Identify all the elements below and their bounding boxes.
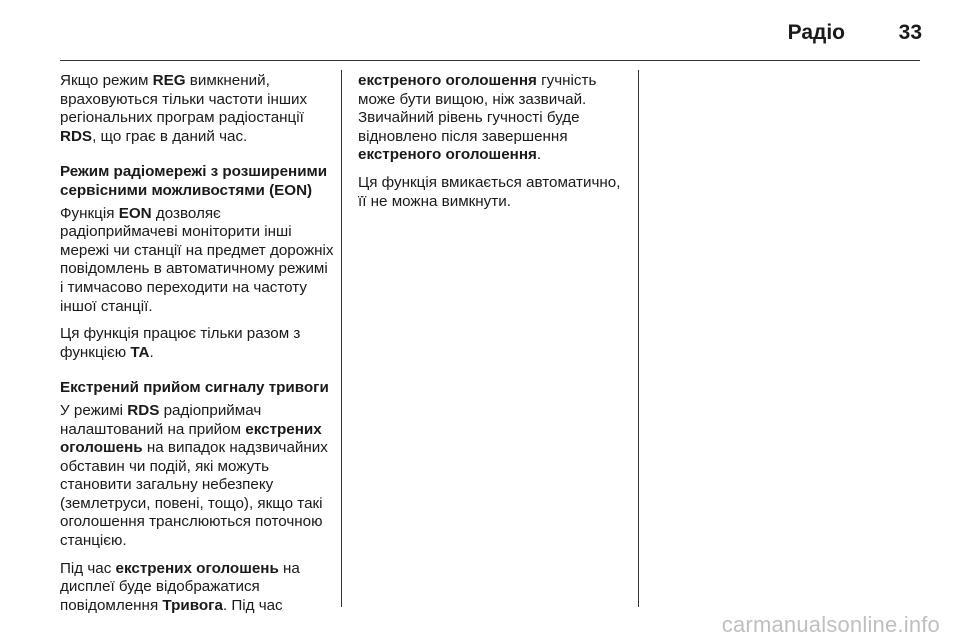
page-number: 33	[898, 21, 922, 44]
column-divider-1	[341, 70, 342, 607]
page-title: Радіо	[787, 21, 845, 44]
page-header	[0, 18, 960, 48]
column-divider-2	[638, 70, 639, 607]
paragraph-alarm-display: Під час екстрених оголошень на дисплеї буде відображатися повідомлення Тривога. Під час	[60, 559, 300, 614]
section-heading-alarm: Екстрений прийом сигналу тривоги	[60, 379, 329, 397]
paragraph-ta: Ця функція працює тільки разом з функцією TA.	[60, 325, 301, 361]
text-column-1	[60, 72, 335, 624]
paragraph-reg: Якщо режим REG вимкнений, враховуються тільки частоти інших регіональних програм радіостанції RDS, що грає в даний час.	[60, 72, 308, 145]
paragraph-eon: Функція EON дозволяє радіоприймачеві моніторити інші мережі чи станції на предмет дорожніх повідомлень в автоматичному режимі і тимчасово переходити на частоту іншої станції.	[60, 204, 334, 315]
header-divider	[60, 60, 920, 61]
paragraph-auto: Ця функція вмикається автоматично, її не можна вимкнути.	[358, 173, 621, 210]
paragraph-alarm: У режимі RDS радіоприймач налаштований на прийом екстрених оголошень на випадок надзвичайних обставин чи подій, які можуть становити загальну небезпеку (землетруси, повені, тощо), якщо такі оголошення транслюються поточною станцією.	[60, 401, 328, 550]
section-heading-eon: Режим радіомережі з розширеними сервісними можливостями (EON)	[60, 163, 328, 199]
watermark-text: carmanualsonline.info	[721, 612, 940, 637]
paragraph-volume: екстреного оголошення гучність може бути вищою, ніж зазвичай. Звичайний рівень гучності буде відновлено після завершення екстреного оголошення.	[358, 72, 597, 164]
text-column-2	[358, 72, 633, 220]
